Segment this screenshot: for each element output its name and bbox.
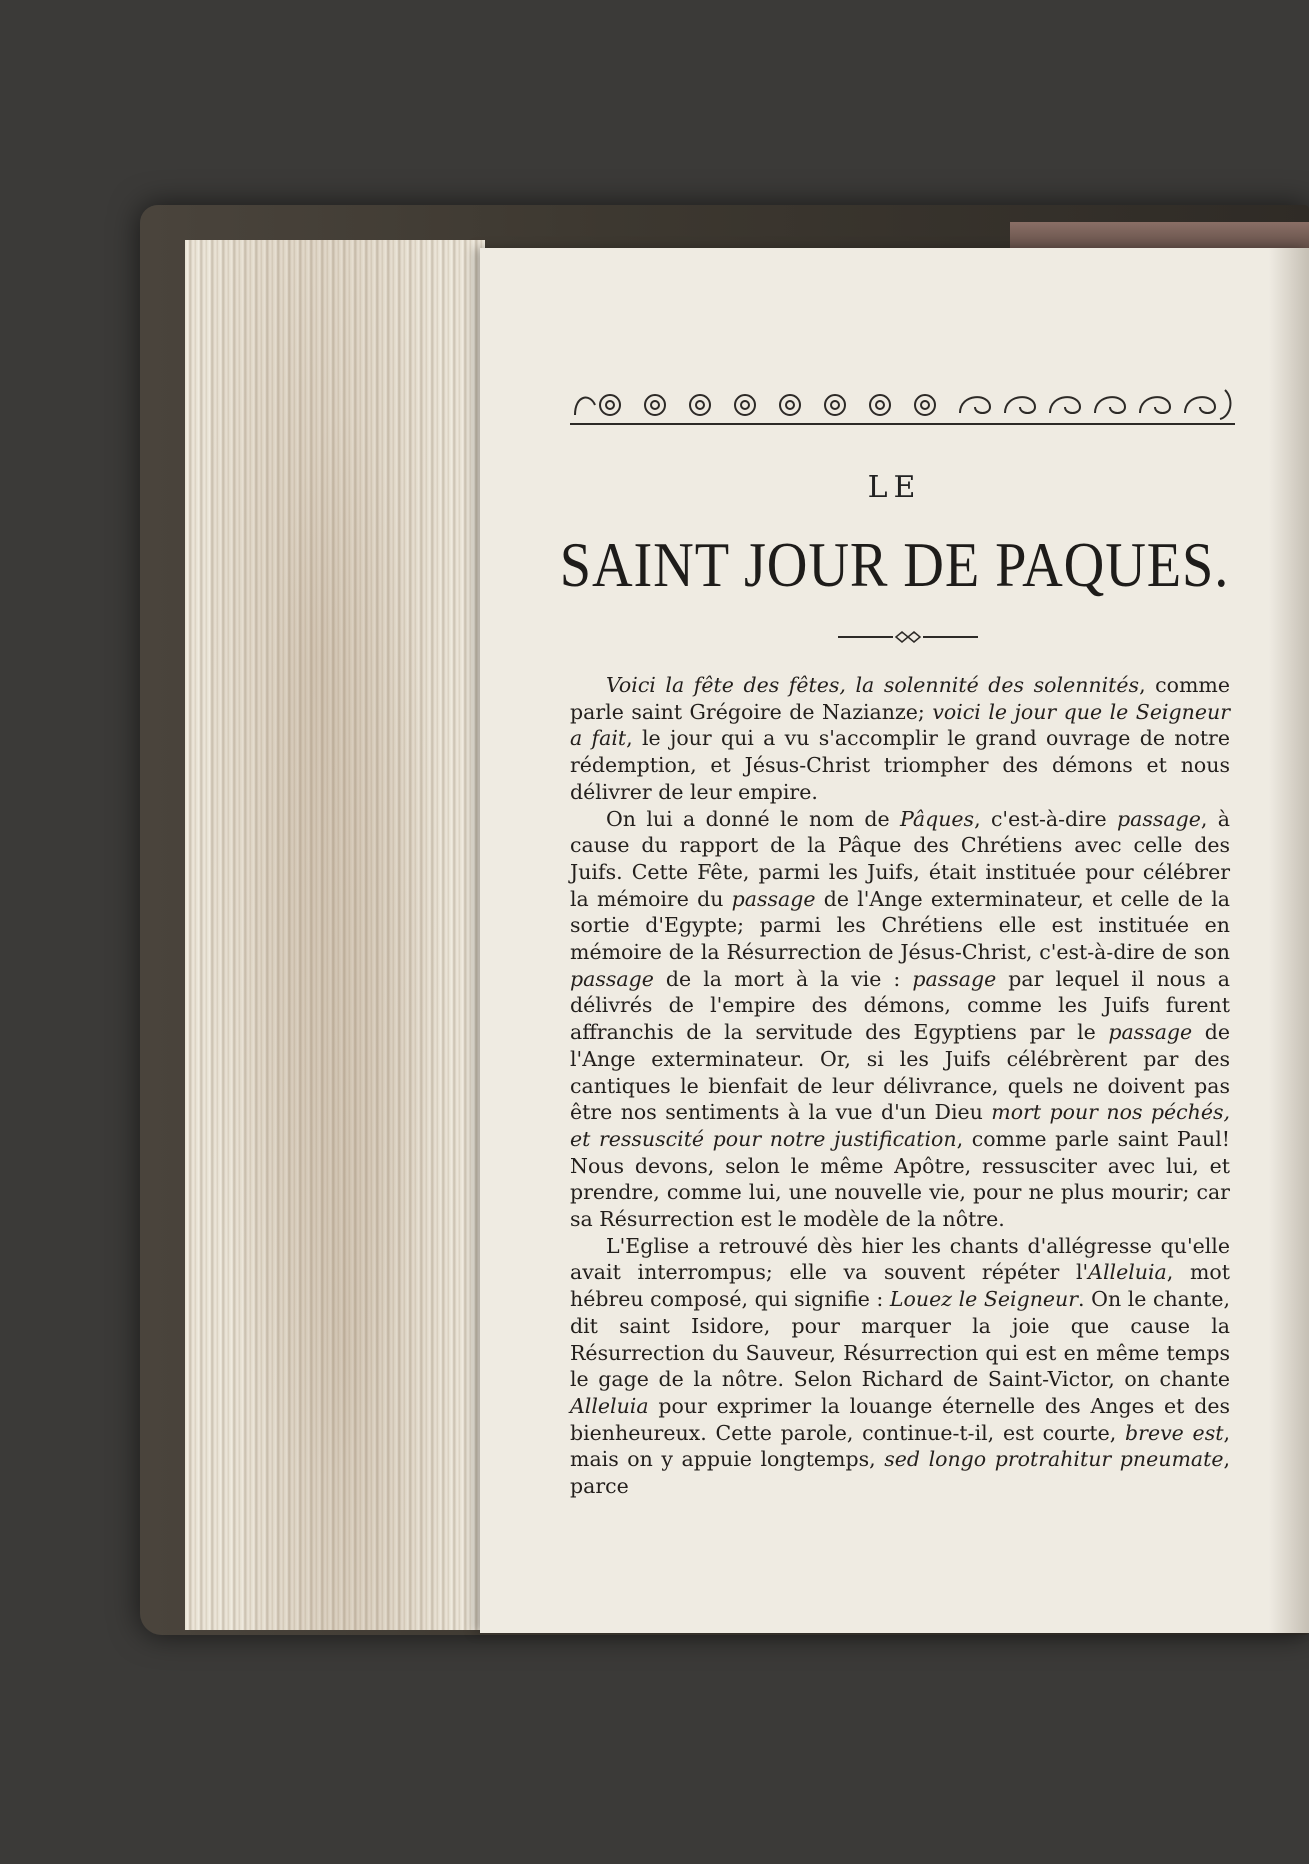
italic-run: Louez le Seigneur bbox=[889, 1287, 1079, 1312]
paragraph bbox=[570, 1233, 1230, 1500]
ornamental-header-band bbox=[570, 385, 1235, 425]
paragraph bbox=[570, 672, 1230, 806]
heading-small: LE bbox=[867, 470, 922, 505]
italic-run: passage bbox=[1108, 1020, 1193, 1045]
italic-run: sed longo protrahitur pneumate bbox=[884, 1447, 1224, 1472]
heading-title: SAINT JOUR DE PAQUES. bbox=[559, 529, 1230, 600]
text-run: . On le chante, dit saint Isidore, pour marquer la joie que cause la Résurrection du Sauveur, Résurrection qui est en même temps le gage de la nôtre. Selon Richard de Saint-Victor, on chante bbox=[570, 1287, 1230, 1392]
text-run: , comme parle saint Grégoire de Nazianze; bbox=[570, 673, 1230, 724]
italic-run: mort pour nos péchés, et ressuscité pour notre justification bbox=[570, 1100, 1230, 1151]
text-run: , c'est-à-dire bbox=[974, 806, 1118, 831]
text-run: , mot hébreu composé, qui signifie : bbox=[570, 1260, 1230, 1312]
text-run: , le jour qui a vu s'accomplir le grand ouvrage de notre rédemption, et Jésus-Christ triompher des démons et nous délivrer de leur empire. bbox=[570, 726, 1230, 804]
text-run: de l'Ange exterminateur, et celle de la sortie d'Egypte; parmi les Chrétiens elle est instituée en mémoire de la Résurrection de Jésus-Christ, c'est-à-dire de son bbox=[570, 886, 1230, 965]
text-run: , comme parle saint Paul! Nous devons, selon le même Apôtre, ressusciter avec lui, et prendre, comme lui, une nouvelle vie, pour ne plus mourir; car sa Résurrection est le modèle de la nôtre. bbox=[570, 1126, 1230, 1232]
text-run: de la mort à la vie : bbox=[653, 966, 913, 991]
title-divider bbox=[838, 628, 978, 640]
page-edge-stains bbox=[210, 240, 480, 1630]
text-run: de l'Ange exterminateur. Or, si les Juifs célébrèrent par des cantiques le bienfait de leur délivrance, quels ne doivent pas être nos sentiments à la vue d'un Dieu bbox=[570, 1020, 1230, 1125]
text-run: par lequel il nous a délivrés de l'empire des démons, comme les Juifs furent affranchis de la servitude des Egyptiens par le bbox=[570, 966, 1230, 1045]
text-run: , parce bbox=[570, 1447, 1231, 1499]
body-text bbox=[570, 672, 1230, 1500]
italic-run: passage bbox=[570, 966, 654, 991]
text-run: pour exprimer la louange éternelle des Anges et des bienheureux. Cette parole, continue-t-il, est courte, bbox=[570, 1393, 1230, 1445]
text-run: On lui a donné le nom de bbox=[606, 806, 900, 831]
italic-run: Pâques bbox=[900, 806, 975, 831]
italic-run: breve est bbox=[1125, 1420, 1224, 1445]
italic-run: Alleluia bbox=[570, 1393, 649, 1418]
italic-run: Alleluia bbox=[1088, 1260, 1167, 1285]
text-run: L'Eglise a retrouvé dès hier les chants d'allégresse qu'elle avait interrompus; elle va souvent répéter l' bbox=[570, 1233, 1230, 1285]
italic-run: voici le jour que le Seigneur a fait bbox=[570, 699, 1230, 751]
italic-run: Voici la fête des fêtes, la solennité des solennités bbox=[606, 673, 1140, 697]
paragraph bbox=[570, 806, 1230, 1233]
italic-run: passage bbox=[1117, 806, 1201, 831]
text-run: , à cause du rapport de la Pâque des Chrétiens avec celle des Juifs. Cette Fête, parmi les Juifs, était instituée pour célébrer la mémoire du bbox=[570, 806, 1230, 911]
italic-run: passage bbox=[731, 886, 816, 911]
text-run: , mais on y appuie longtemps, bbox=[570, 1420, 1230, 1472]
italic-run: passage bbox=[912, 966, 997, 991]
